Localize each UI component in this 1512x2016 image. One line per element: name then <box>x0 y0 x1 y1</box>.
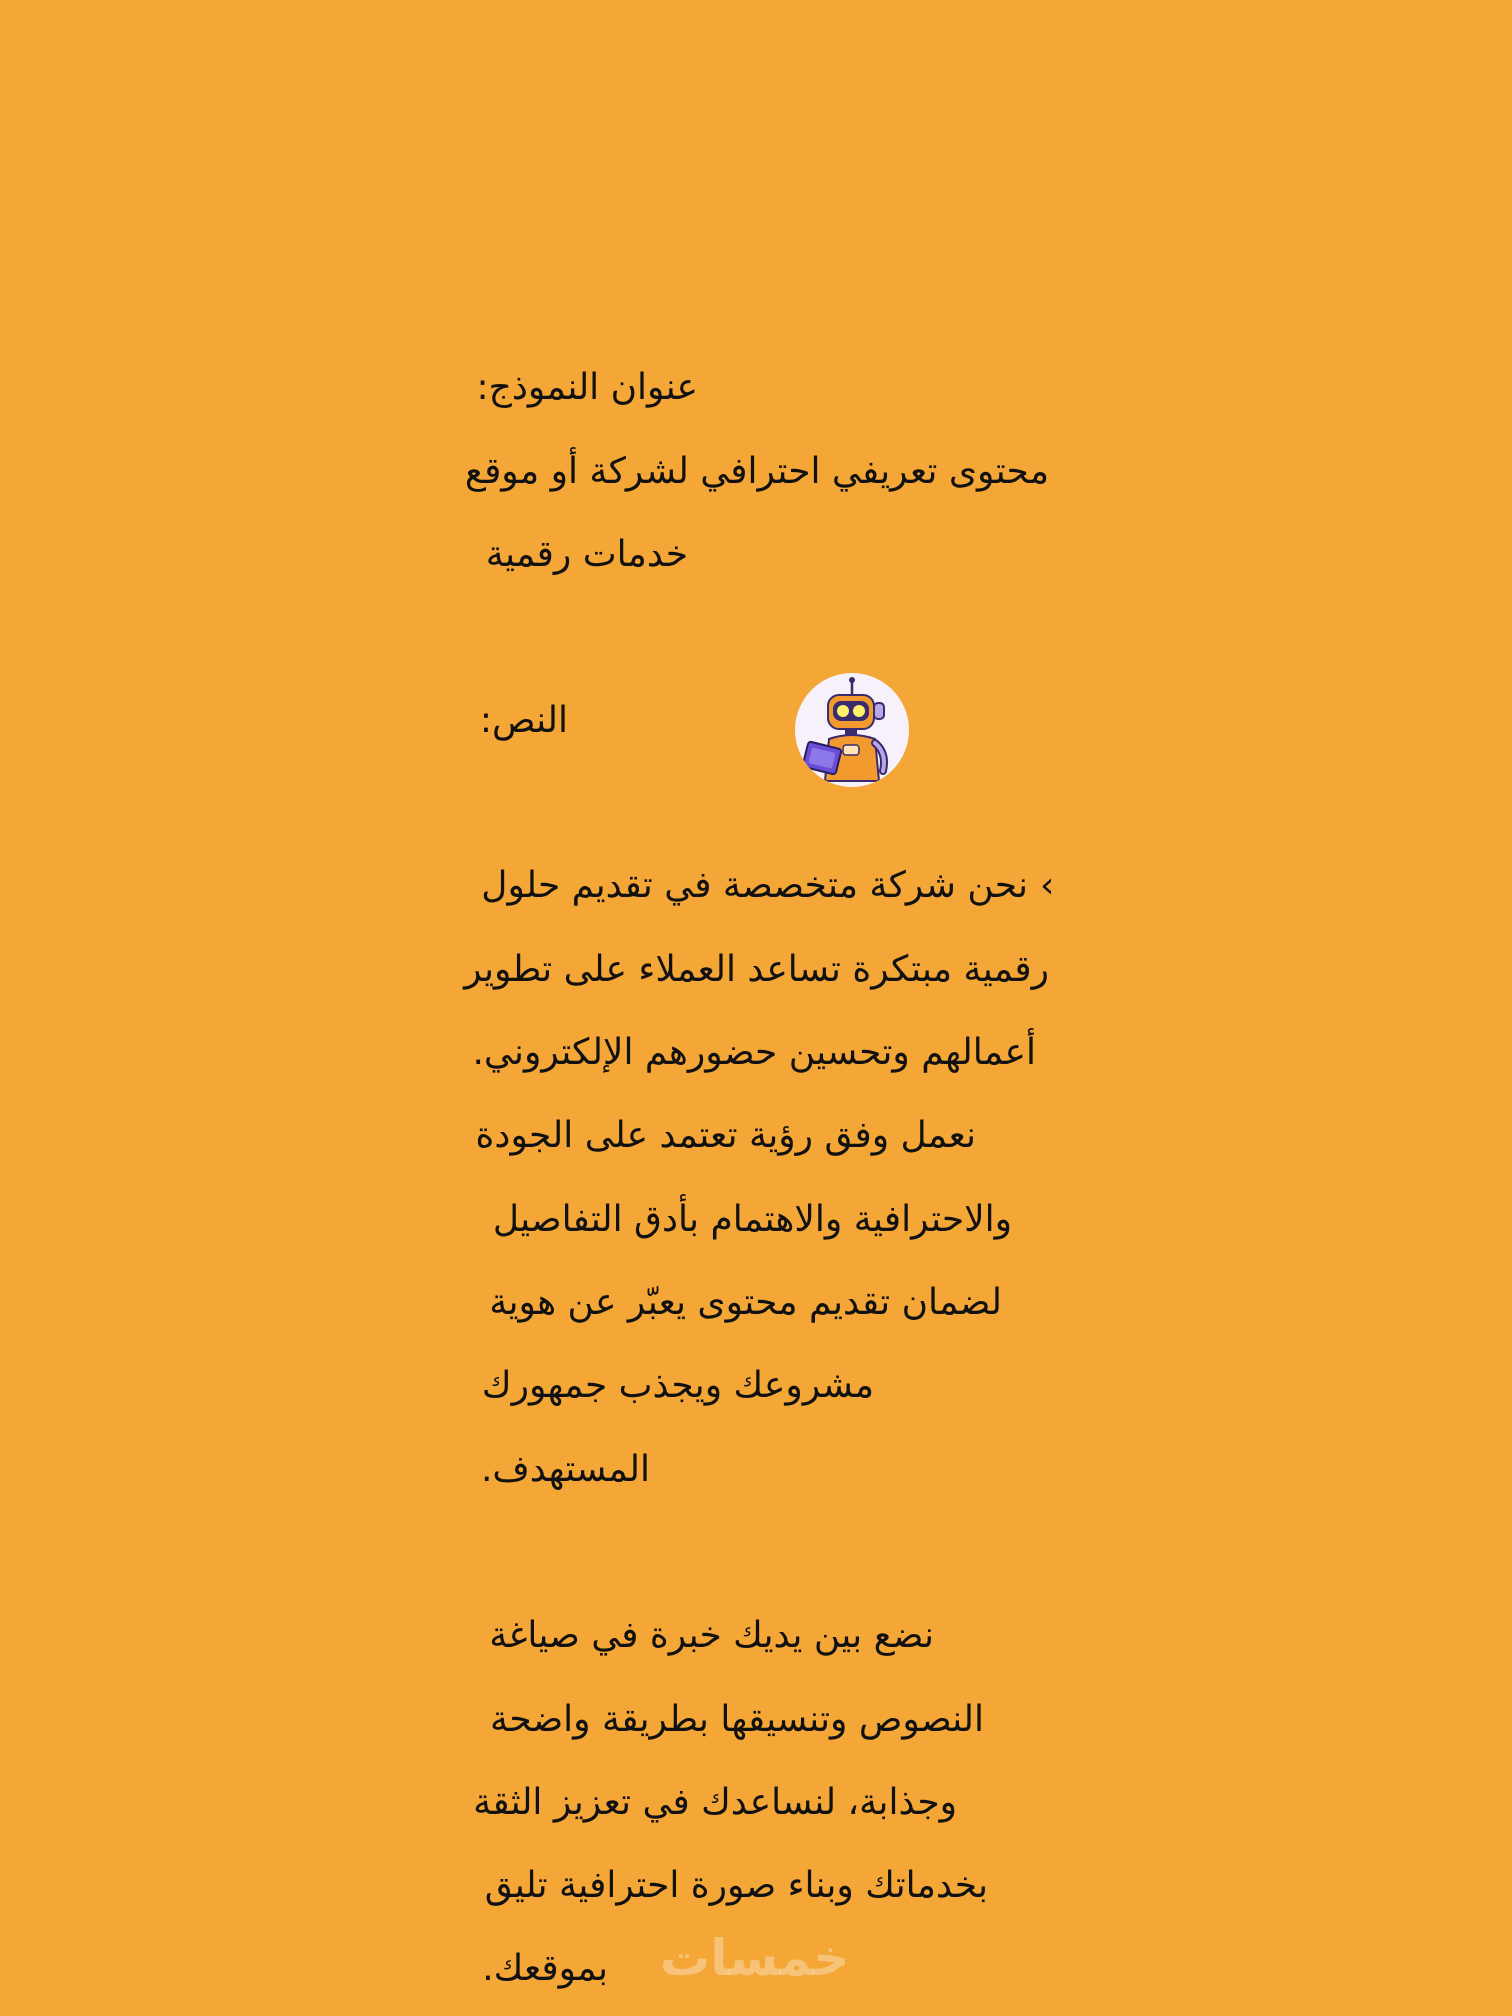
text-label: النص: <box>479 700 568 741</box>
paragraph-1-line-6: لضمان تقديم محتوى يعبّر عن هوية <box>489 1282 1002 1323</box>
paragraph-1-line-3: أعمالهم وتحسين حضورهم الإلكتروني. <box>472 1032 1036 1073</box>
paragraph-2-line-4: بخدماتك وبناء صورة احترافية تليق <box>484 1865 988 1906</box>
robot-icon <box>795 673 909 787</box>
paragraph-1-line-8: المستهدف. <box>480 1449 650 1490</box>
paragraph-2-line-5: بموقعك. <box>482 1948 608 1989</box>
paragraph-2-line-3: وجذابة، لنساعدك في تعزيز الثقة <box>473 1782 957 1823</box>
paragraph-2-line-1: نضع بين يديك خبرة في صياغة <box>489 1615 934 1656</box>
paragraph-1-line-2: رقمية مبتكرة تساعد العملاء على تطوير <box>464 949 1049 990</box>
paragraph-1-line-5: والاحترافية والاهتمام بأدق التفاصيل <box>492 1199 1012 1240</box>
form-title-line-1: محتوى تعريفي احترافي لشركة أو موقع <box>464 451 1049 492</box>
bullet-arrow-icon: › <box>1040 865 1055 906</box>
form-title-label: عنوان النموذج: <box>476 367 698 408</box>
form-title-line-2: خدمات رقمية <box>485 534 688 575</box>
paragraph-2-line-2: النصوص وتنسيقها بطريقة واضحة <box>490 1699 984 1740</box>
watermark-logo: خمسات <box>660 1929 850 1987</box>
paragraph-1-line-7: مشروعك ويجذب جمهورك <box>481 1365 874 1406</box>
paragraph-1-line-4: نعمل وفق رؤية تعتمد على الجودة <box>475 1115 976 1156</box>
paragraph-1-line-1: نحن شركة متخصصة في تقديم حلول <box>481 865 1028 906</box>
avatar <box>795 673 909 787</box>
